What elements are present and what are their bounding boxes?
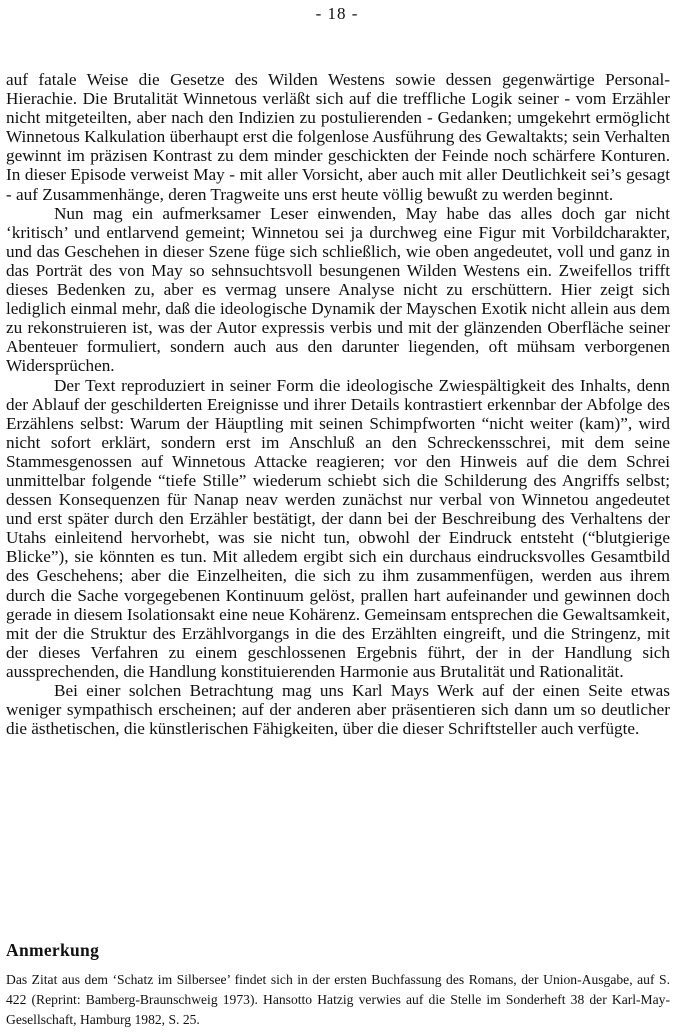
notes-heading: Anmerkung: [6, 940, 100, 960]
paragraph-4: Bei einer solchen Betrachtung mag uns Karl Mays Werk auf der einen Seite etwas weniger sympathisch erscheinen; auf der anderen aber präsentieren sich dann um so deutlicher die ästhetischen, die künstlerischen Fähigkeiten, über die dieser Schriftsteller auch verfügte.: [6, 681, 670, 739]
paragraph-3: Der Text reproduziert in seiner Form die ideologische Zwiespältigkeit des Inhalts, denn der Ablauf der geschilderten Ereignisse und ihrer Details kontrastiert erkennbar der Abfolge des Erzählens selbst: Warum der Häuptling mit seinen Schimpfworten “nicht weiter (kam)”, wird nicht sofort erklärt, sondern erst im Anschluß an den Schreckensschrei, mit dem seine Stammesgenossen auf Winnetous Attacke reagieren; vor den Hinweis auf die dem Schrei unmittelbar folgende “tiefe Stille” wiederum schiebt sich die Schilderung des Angriffs selbst; dessen Konsequenzen für Nanap neav werden zunächst nur verbal von Winnetou angedeutet und erst später durch den Erzähler bestätigt, der dann bei der Beschreibung des Verhaltens der Utahs einleitend hervorhebt, was sie nicht tun, obwohl der Eindruck entsteht (“blutgierige Blicke”), sie könnten es tun. Mit alledem ergibt sich ein durchaus eindrucksvolles Gesamtbild des Geschehens; aber die Einzelheiten, die sich zu ihm zusammenfügen, werden aus ihrem durch die Sache vorgegebenen Kontinuum gelöst, prallen hart aufeinander und gewinnen doch gerade in diesem Isolationsakt eine neue Kohärenz. Gemeinsam entsprechen die Gewaltsamkeit, mit der die Struktur des Erzählvorgangs in die des Erzählten eingreift, und die Stringenz, mit der dieses Verfahren zu einem geschlossenen Ergebnis führt, der in der Handlung sich aussprechenden, die Handlung konstituierenden Harmonie aus Brutalität und Rationalität.: [6, 375, 670, 681]
paragraph-1: auf fatale Weise die Gesetze des Wilden Westens sowie dessen gegenwärtige Personal-Hierachie. Die Brutalität Winnetous verläßt sich auf die treffliche Logik seiner - vom Erzähler nicht mitgeteilten, aber nach den Indizien zu postulierenden - Gedanken; umgekehrt ermöglicht Winnetous Kalkulation überhaupt erst die folgenlose Ausführung des Gewaltakts; sein Verhalten gewinnt im präzisen Kontrast zu dem minder geschickten der Feinde noch schärfere Konturen. In dieser Episode verweist May - mit aller Vorsicht, aber auch mit aller Deutlichkeit sei’s gesagt - auf Zusammenhänge, deren Tragweite uns erst heute völlig bewußt zu werden beginnt.: [6, 70, 670, 204]
paragraph-2: Nun mag ein aufmerksamer Leser einwenden, May habe das alles doch gar nicht ‘kritisch’ und entlarvend gemeint; Winnetou sei ja durchweg eine Figur mit Vorbildcharakter, und das Geschehen in dieser Szene füge sich schließlich, wie oben angedeutet, voll und ganz in das Porträt des von May so sehnsuchtsvoll besungenen Wilden Westens ein. Zweifellos trifft dieses Bedenken zu, aber es vermag unsere Analyse nicht zu erschüttern. Hier zeigt sich lediglich einmal mehr, daß die ideologische Dynamik der Mayschen Exotik nicht allein aus dem zu rekonstruieren ist, was der Autor expressis verbis und mit der glänzenden Oberfläche seiner Abenteuer formuliert, sondern auch aus den darunter liegenden, oft mühsam verborgenen Widersprüchen.: [6, 203, 670, 376]
footnote-text: Das Zitat aus dem ‘Schatz im Silbersee’ findet sich in der ersten Buchfassung des Romans, der Union-Ausgabe, auf S. 422 (Reprint: Bamberg-Braunschweig 1973). Hansotto Hatzig verwies auf die Stelle im Sonderheft 38 der Karl-May-Gesellschaft, Hamburg 1982, S. 25.: [6, 972, 670, 1027]
page-number: - 18 -: [315, 4, 359, 23]
main-text: [6, 70, 670, 738]
